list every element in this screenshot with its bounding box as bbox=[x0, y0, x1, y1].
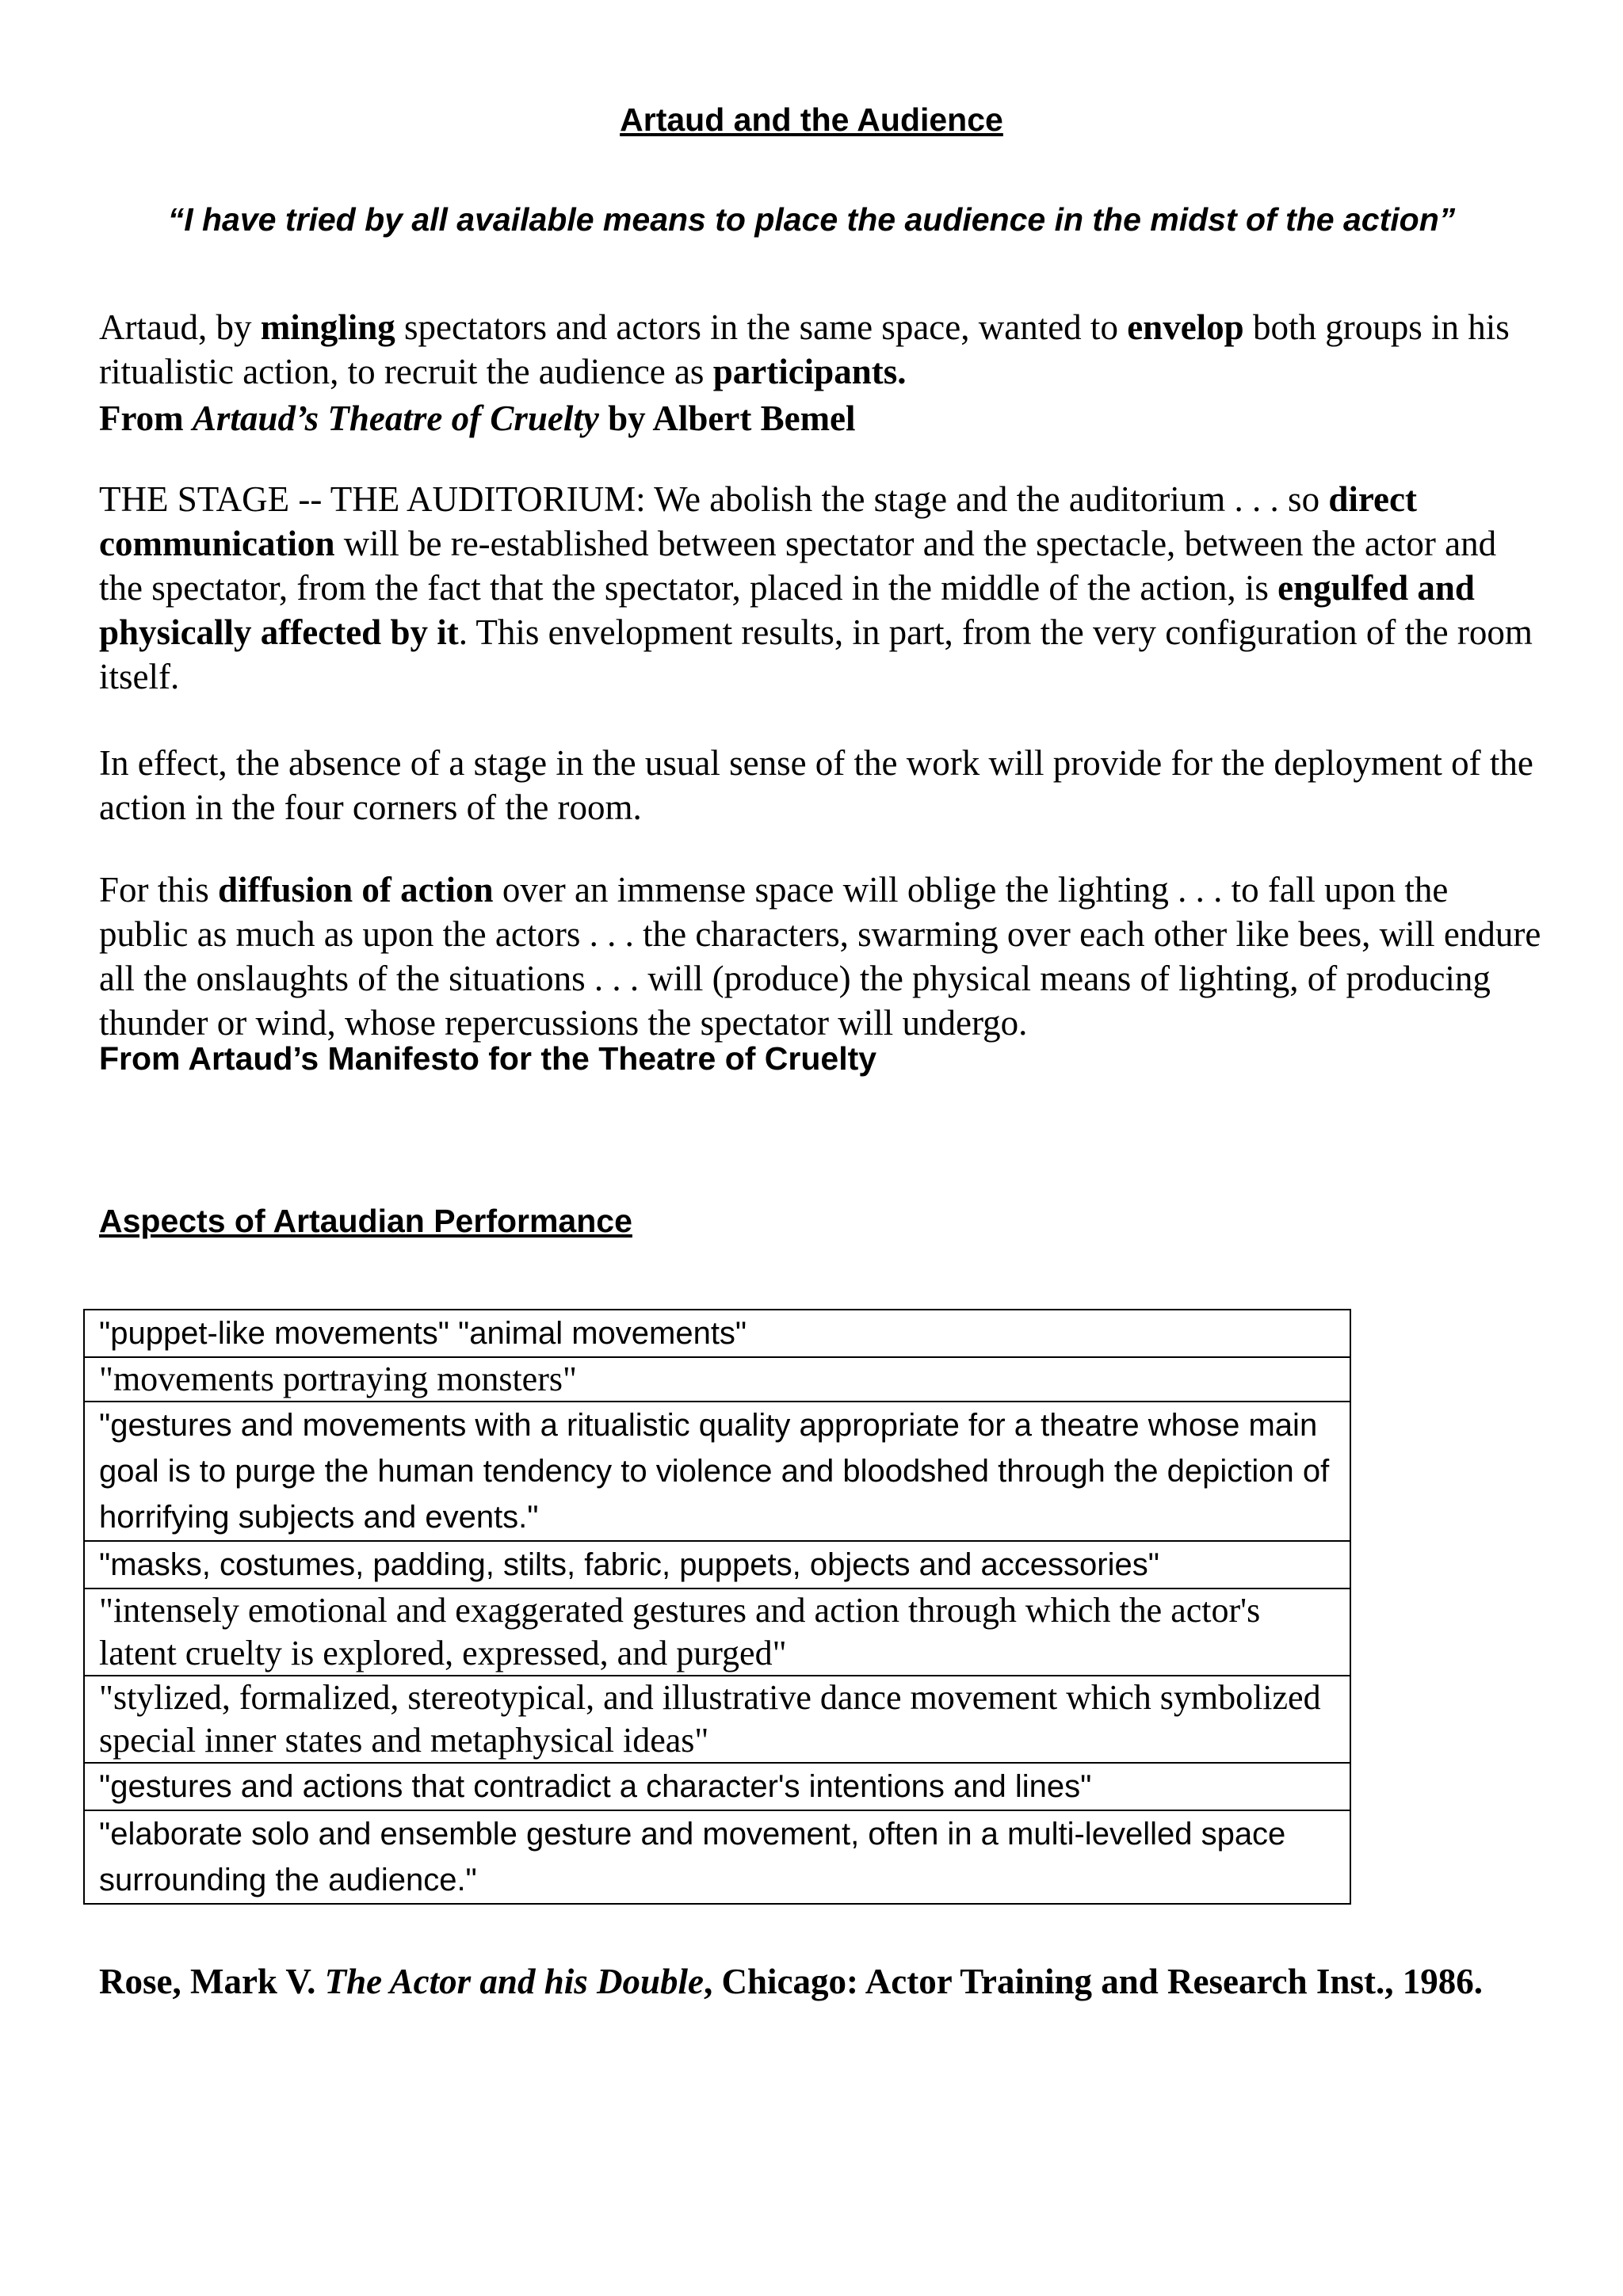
table-row bbox=[84, 1402, 1350, 1541]
emphasis: engulfed and physically affected by it bbox=[99, 568, 1475, 652]
table-cell: "elaborate solo and ensemble gesture and movement, often in a multi-levelled space surrounding the audience." bbox=[84, 1810, 1350, 1904]
citation-author: Rose, Mark V. bbox=[99, 1962, 325, 2001]
source-suffix: by Albert Bemel bbox=[598, 399, 856, 438]
aspects-heading: Aspects of Artaudian Performance bbox=[99, 1203, 632, 1239]
table-row bbox=[84, 1541, 1350, 1589]
text: over an immense space will oblige the lighting . . . to fall upon the public as much as upon the actors . . . the characters, swarming over each other like bees, will endure all the onslaughts of the situations . . . will (produce) the physical means of lighting, of producing thunder or wind, whose repercussions the spectator will undergo. bbox=[99, 870, 1541, 1043]
table-row bbox=[84, 1357, 1350, 1402]
table-cell: "masks, costumes, padding, stilts, fabric, puppets, objects and accessories" bbox=[84, 1541, 1350, 1589]
emphasis: mingling bbox=[260, 307, 395, 347]
paragraph-mingling bbox=[99, 305, 1541, 394]
source-work-title: Artaud’s Theatre of Cruelty bbox=[192, 399, 599, 438]
text: spectators and actors in the same space, wanted to bbox=[395, 307, 1128, 347]
citation-work-title: The Actor and his Double bbox=[324, 1962, 704, 2001]
table-cell: "intensely emotional and exaggerated gestures and action through which the actor's latent cruelty is explored, expressed, and purged" bbox=[84, 1589, 1350, 1676]
source-manifesto: From Artaud’s Manifesto for the Theatre of Cruelty bbox=[99, 1040, 877, 1077]
source-prefix: From bbox=[99, 399, 193, 438]
text: THE STAGE -- THE AUDITORIUM: We abolish the stage and the auditorium . . . so bbox=[99, 479, 1329, 519]
table-row bbox=[84, 1676, 1350, 1763]
epigraph-quote: “I have tried by all available means to place the audience in the midst of the action” bbox=[167, 201, 1456, 238]
emphasis: diffusion of action bbox=[218, 870, 494, 910]
text: will be re-established between spectator and the spectacle, between the actor and the spectator, from the fact that the spectator, placed in the middle of the action, is bbox=[99, 524, 1497, 608]
paragraph-diffusion-of-action bbox=[99, 868, 1541, 1045]
table-row bbox=[84, 1310, 1350, 1357]
document-title: Artaud and the Audience bbox=[620, 101, 1003, 138]
table-row bbox=[84, 1763, 1350, 1810]
aspects-table bbox=[83, 1309, 1351, 1905]
bibliographic-citation bbox=[99, 1958, 1623, 2004]
text: For this bbox=[99, 870, 219, 910]
text: . This envelopment results, in part, from the very configuration of the room itself. bbox=[99, 612, 1533, 696]
table-row bbox=[84, 1810, 1350, 1904]
table-cell: "gestures and movements with a ritualistic quality appropriate for a theatre whose main goal is to purge the human tendency to violence and bloodshed through the depiction of horrifying subjects and events." bbox=[84, 1402, 1350, 1541]
text: Artaud, by bbox=[99, 307, 261, 347]
table-row bbox=[84, 1589, 1350, 1676]
paragraph-absence-of-stage: In effect, the absence of a stage in the usual sense of the work will provide for the deployment of the action in the four corners of the room. bbox=[99, 743, 1533, 827]
text: both groups in his ritualistic action, to recruit the audience as bbox=[99, 307, 1510, 391]
table-cell: "movements portraying monsters" bbox=[84, 1357, 1350, 1402]
emphasis: envelop bbox=[1127, 307, 1244, 347]
paragraph-stage-auditorium bbox=[99, 477, 1541, 699]
table-cell: "gestures and actions that contradict a character's intentions and lines" bbox=[84, 1763, 1350, 1810]
emphasis: direct communication bbox=[99, 479, 1417, 563]
table-cell: "stylized, formalized, stereotypical, and illustrative dance movement which symbolized special inner states and metaphysical ideas" bbox=[84, 1676, 1350, 1763]
table-cell: "puppet-like movements" "animal movements" bbox=[84, 1310, 1350, 1357]
emphasis: participants. bbox=[712, 352, 907, 391]
source-bemel bbox=[99, 396, 1541, 441]
citation-publication: , Chicago: Actor Training and Research Inst., 1986. bbox=[703, 1962, 1483, 2001]
